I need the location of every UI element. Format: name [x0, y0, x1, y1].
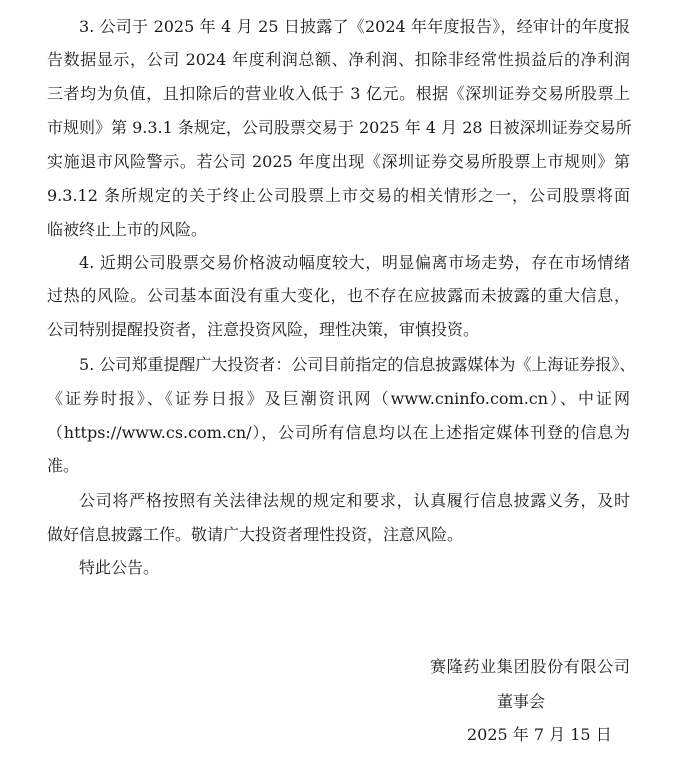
paragraph-5-line-3: （https://www.cs.com.cn/），公司所有信息均以在上述指定媒体刊登的信息为 — [47, 423, 630, 442]
paragraph-3-line-6: 9.3.12 条所规定的关于终止公司股票上市交易的相关情形之一，公司股票将面 — [47, 186, 630, 205]
paragraph-3-line-2: 告数据显示，公司 2024 年度利润总额、净利润、扣除非经常性损益后的净利润 — [47, 50, 630, 69]
paragraph-4-line-3: 公司特别提醒投资者，注意投资风险，理性决策，审慎投资。 — [47, 320, 480, 339]
paragraph-5-line-2: 《证券时报》、《证券日报》及巨潮资讯网（www.cninfo.com.cn）、中证网 — [47, 389, 630, 408]
signature-date: 2025 年 7 月 15 日 — [467, 725, 612, 744]
paragraph-5-line-1: 5. 公司郑重提醒广大投资者：公司目前指定的信息披露媒体为《上海证券报》、 — [79, 355, 636, 374]
announcement-line: 特此公告。 — [79, 558, 160, 577]
paragraph-3-line-5: 实施退市风险警示。若公司 2025 年度出现《深圳证券交易所股票上市规则》第 — [47, 152, 630, 171]
paragraph-3-line-3: 三者均为负值，且扣除后的营业收入低于 3 亿元。根据《深圳证券交易所股票上 — [47, 84, 630, 103]
paragraph-3-line-1: 3. 公司于 2025 年 4 月 25 日披露了《2024 年年度报告》，经审计的年度报 — [79, 17, 630, 36]
paragraph-3-line-7: 临被终止上市的风险。 — [47, 220, 208, 239]
signature-board: 董事会 — [497, 692, 546, 711]
paragraph-3-line-4: 市规则》第 9.3.1 条规定，公司股票交易于 2025 年 4 月 28 日被深圳证券交易所 — [47, 118, 632, 137]
signature-company: 赛隆药业集团股份有限公司 — [430, 657, 630, 676]
closing-line-2: 做好信息披露工作。敬请广大投资者理性投资，注意风险。 — [47, 525, 464, 544]
closing-line-1: 公司将严格按照有关法律法规的规定和要求，认真履行信息披露义务，及时 — [79, 491, 630, 510]
paragraph-4-line-1: 4. 近期公司股票交易价格波动幅度较大，明显偏离市场走势，存在市场情绪 — [79, 253, 630, 272]
paragraph-4-line-2: 过热的风险。公司基本面没有重大变化，也不存在应披露而未披露的重大信息， — [47, 286, 630, 305]
paragraph-5-line-4: 准。 — [47, 456, 80, 475]
